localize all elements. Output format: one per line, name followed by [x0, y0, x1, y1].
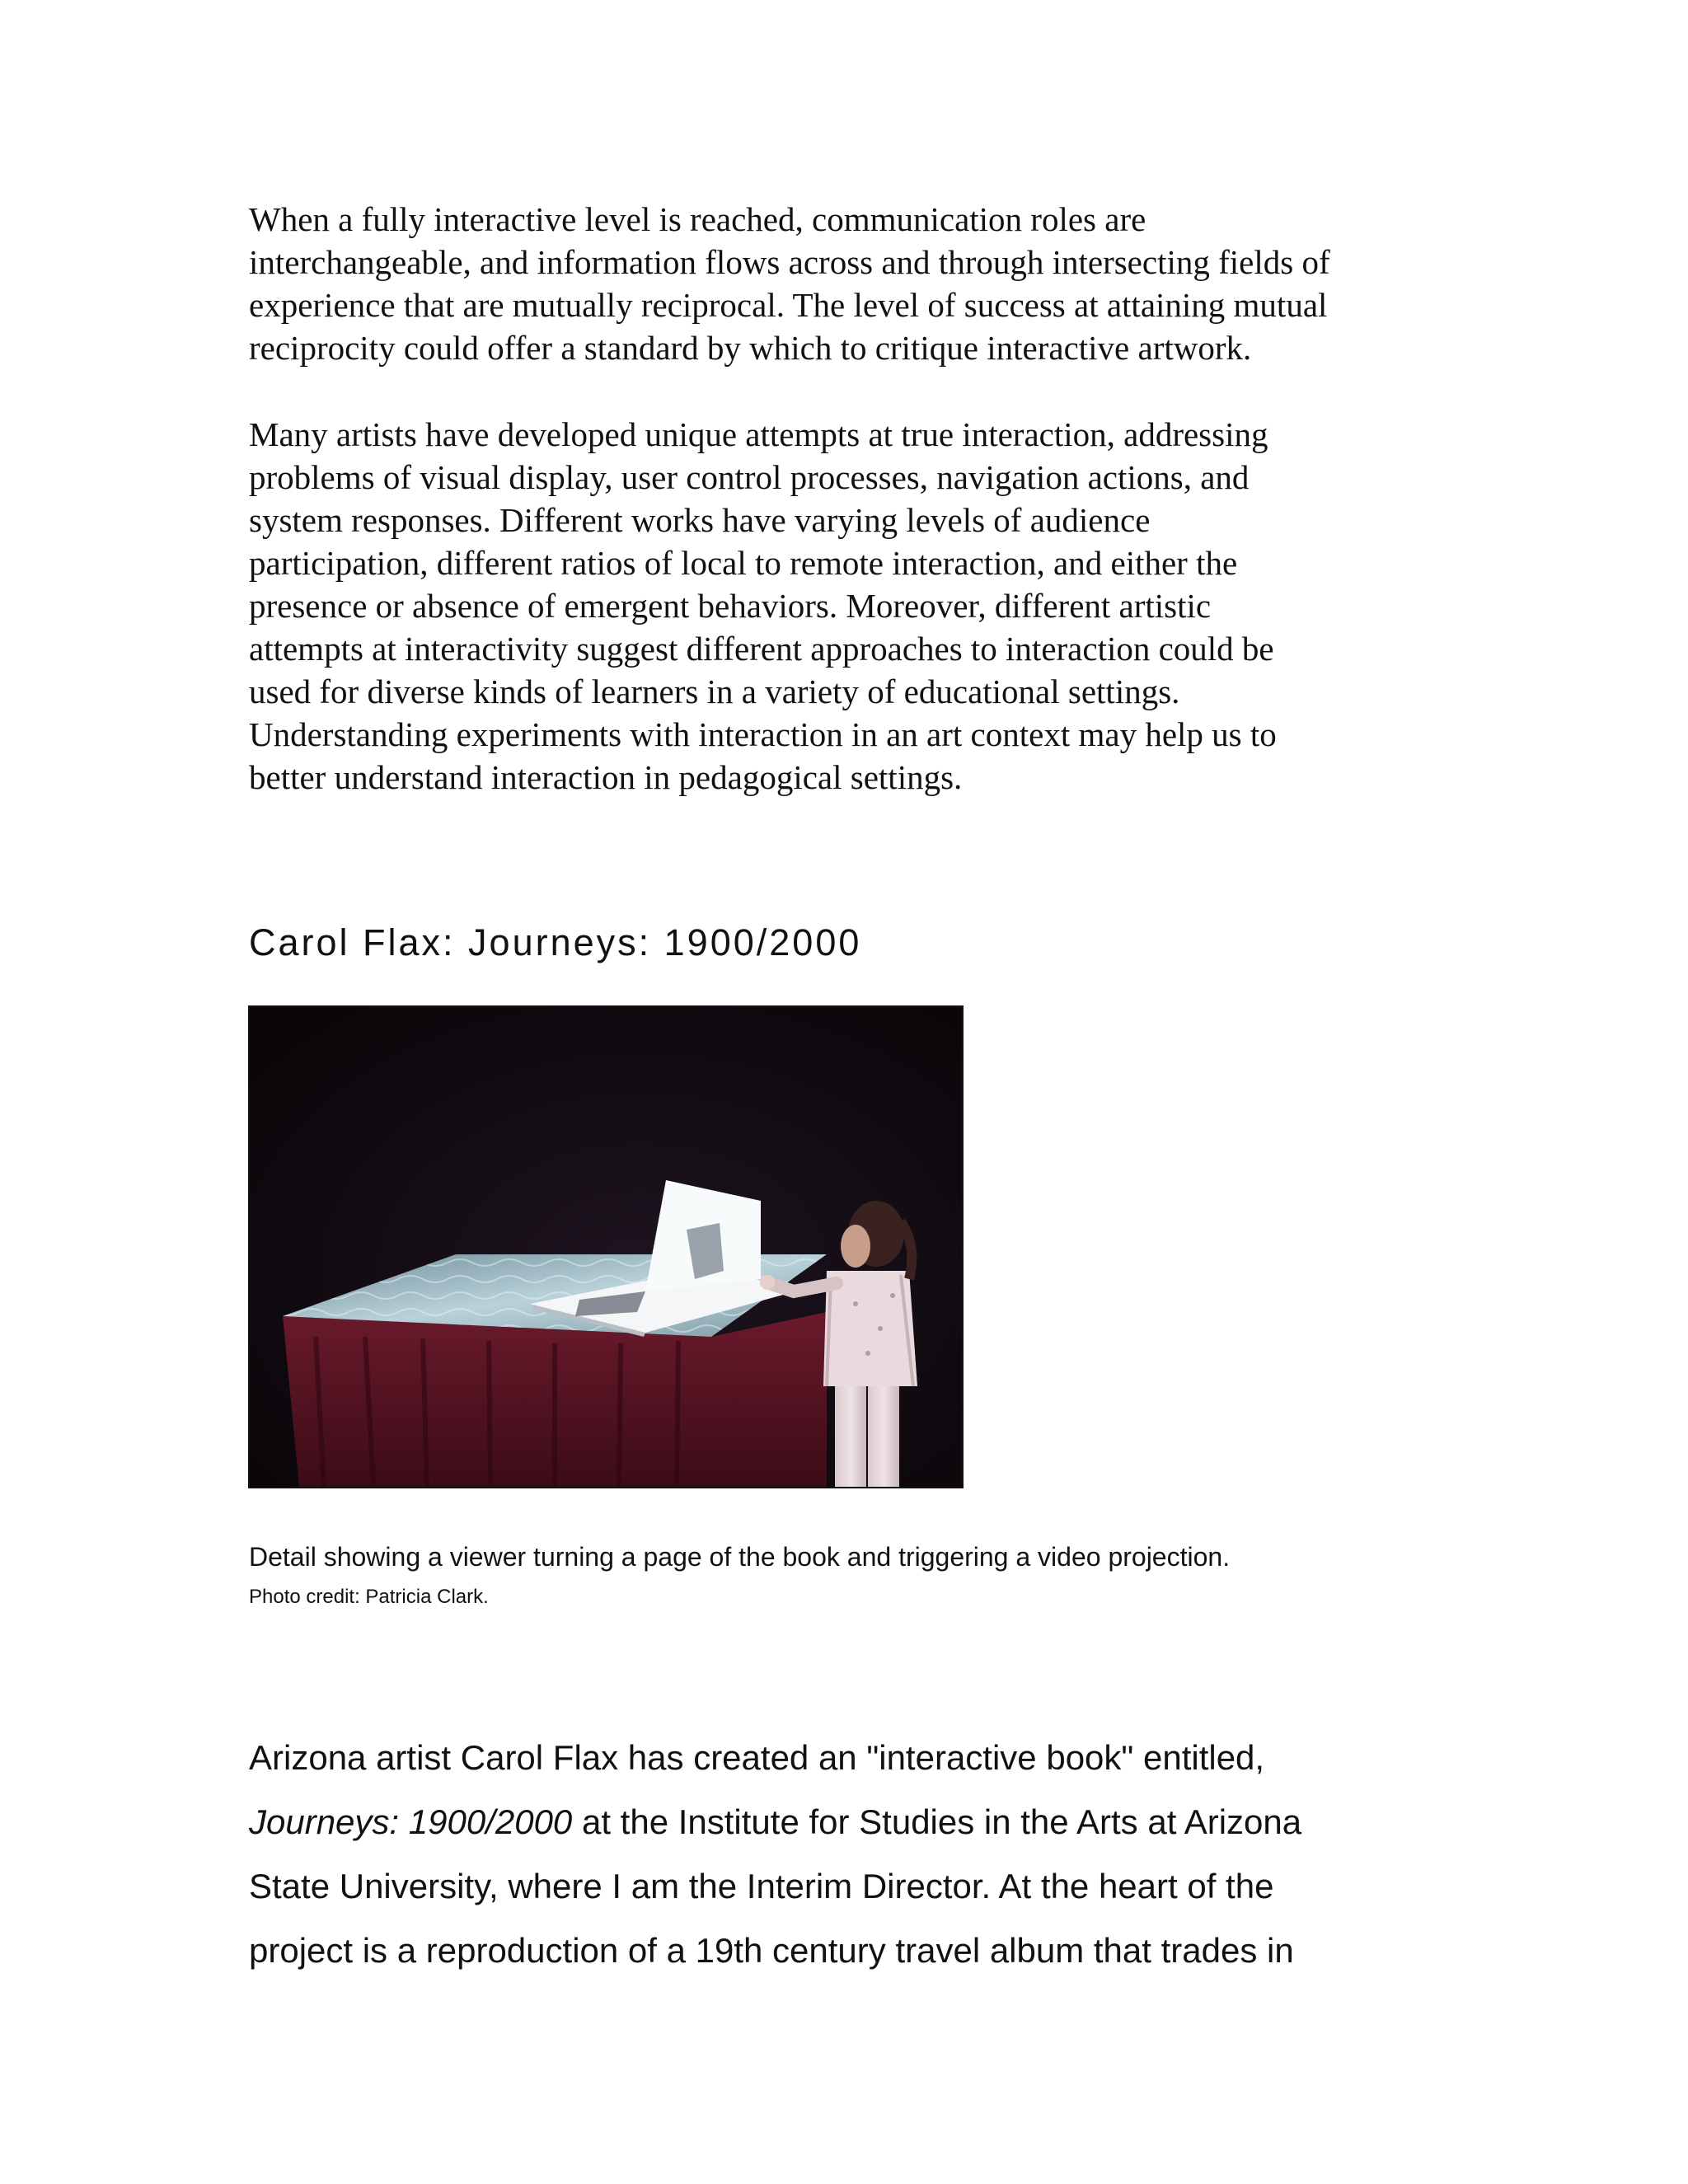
section-heading: Carol Flax: Journeys: 1900/2000: [249, 921, 862, 963]
paragraph-artists-interaction: [249, 413, 1485, 799]
paragraph-line: Arizona artist Carol Flax has created an "interactive book" entitled,: [249, 1738, 1265, 1777]
photo-illustration: [250, 1007, 962, 1487]
paragraph-line: When a fully interactive level is reached, communication roles are: [249, 200, 1146, 238]
figure-photo: [248, 1005, 964, 1488]
paragraph-interactivity-reciprocity: [249, 198, 1485, 369]
paragraph-line: attempts at interactivity suggest different approaches to interaction could be: [249, 630, 1274, 668]
figure-caption: Detail showing a viewer turning a page of the book and triggering a video projection.: [249, 1542, 1231, 1572]
paragraph-line-2-rest: at the Institute for Studies in the Arts at Arizona: [572, 1802, 1302, 1841]
paragraph-line: Understanding experiments with interaction in an art context may help us to: [249, 715, 1277, 753]
figure-credit: Photo credit: Patricia Clark.: [249, 1586, 489, 1608]
paragraph-line: participation, different ratios of local to remote interaction, and either the: [249, 544, 1238, 582]
paragraph-line: interchangeable, and information flows across and through intersecting fields of: [249, 243, 1330, 281]
paragraph-line: State University, where I am the Interim Director. At the heart of the: [249, 1867, 1274, 1905]
paragraph-line: system responses. Different works have varying levels of audience: [249, 501, 1151, 539]
paragraph-line-2: [249, 1790, 1485, 1854]
paragraph-carol-flax: [249, 1726, 1485, 1983]
paragraph-line: used for diverse kinds of learners in a variety of educational settings.: [249, 673, 1180, 710]
paragraph-line: problems of visual display, user control processes, navigation actions, and: [249, 458, 1250, 496]
paragraph-line: Many artists have developed unique attempts at true interaction, addressing: [249, 415, 1268, 453]
paragraph-line: reciprocity could offer a standard by which to critique interactive artwork.: [249, 329, 1252, 367]
paragraph-line: project is a reproduction of a 19th century travel album that trades in: [249, 1931, 1294, 1970]
book-title-italic: Journeys: 1900/2000: [249, 1802, 573, 1841]
paragraph-line: experience that are mutually reciprocal. The level of success at attaining mutual: [249, 286, 1328, 324]
paragraph-line: presence or absence of emergent behaviors. Moreover, different artistic: [249, 587, 1212, 625]
paragraph-line: better understand interaction in pedagogical settings.: [249, 758, 963, 796]
